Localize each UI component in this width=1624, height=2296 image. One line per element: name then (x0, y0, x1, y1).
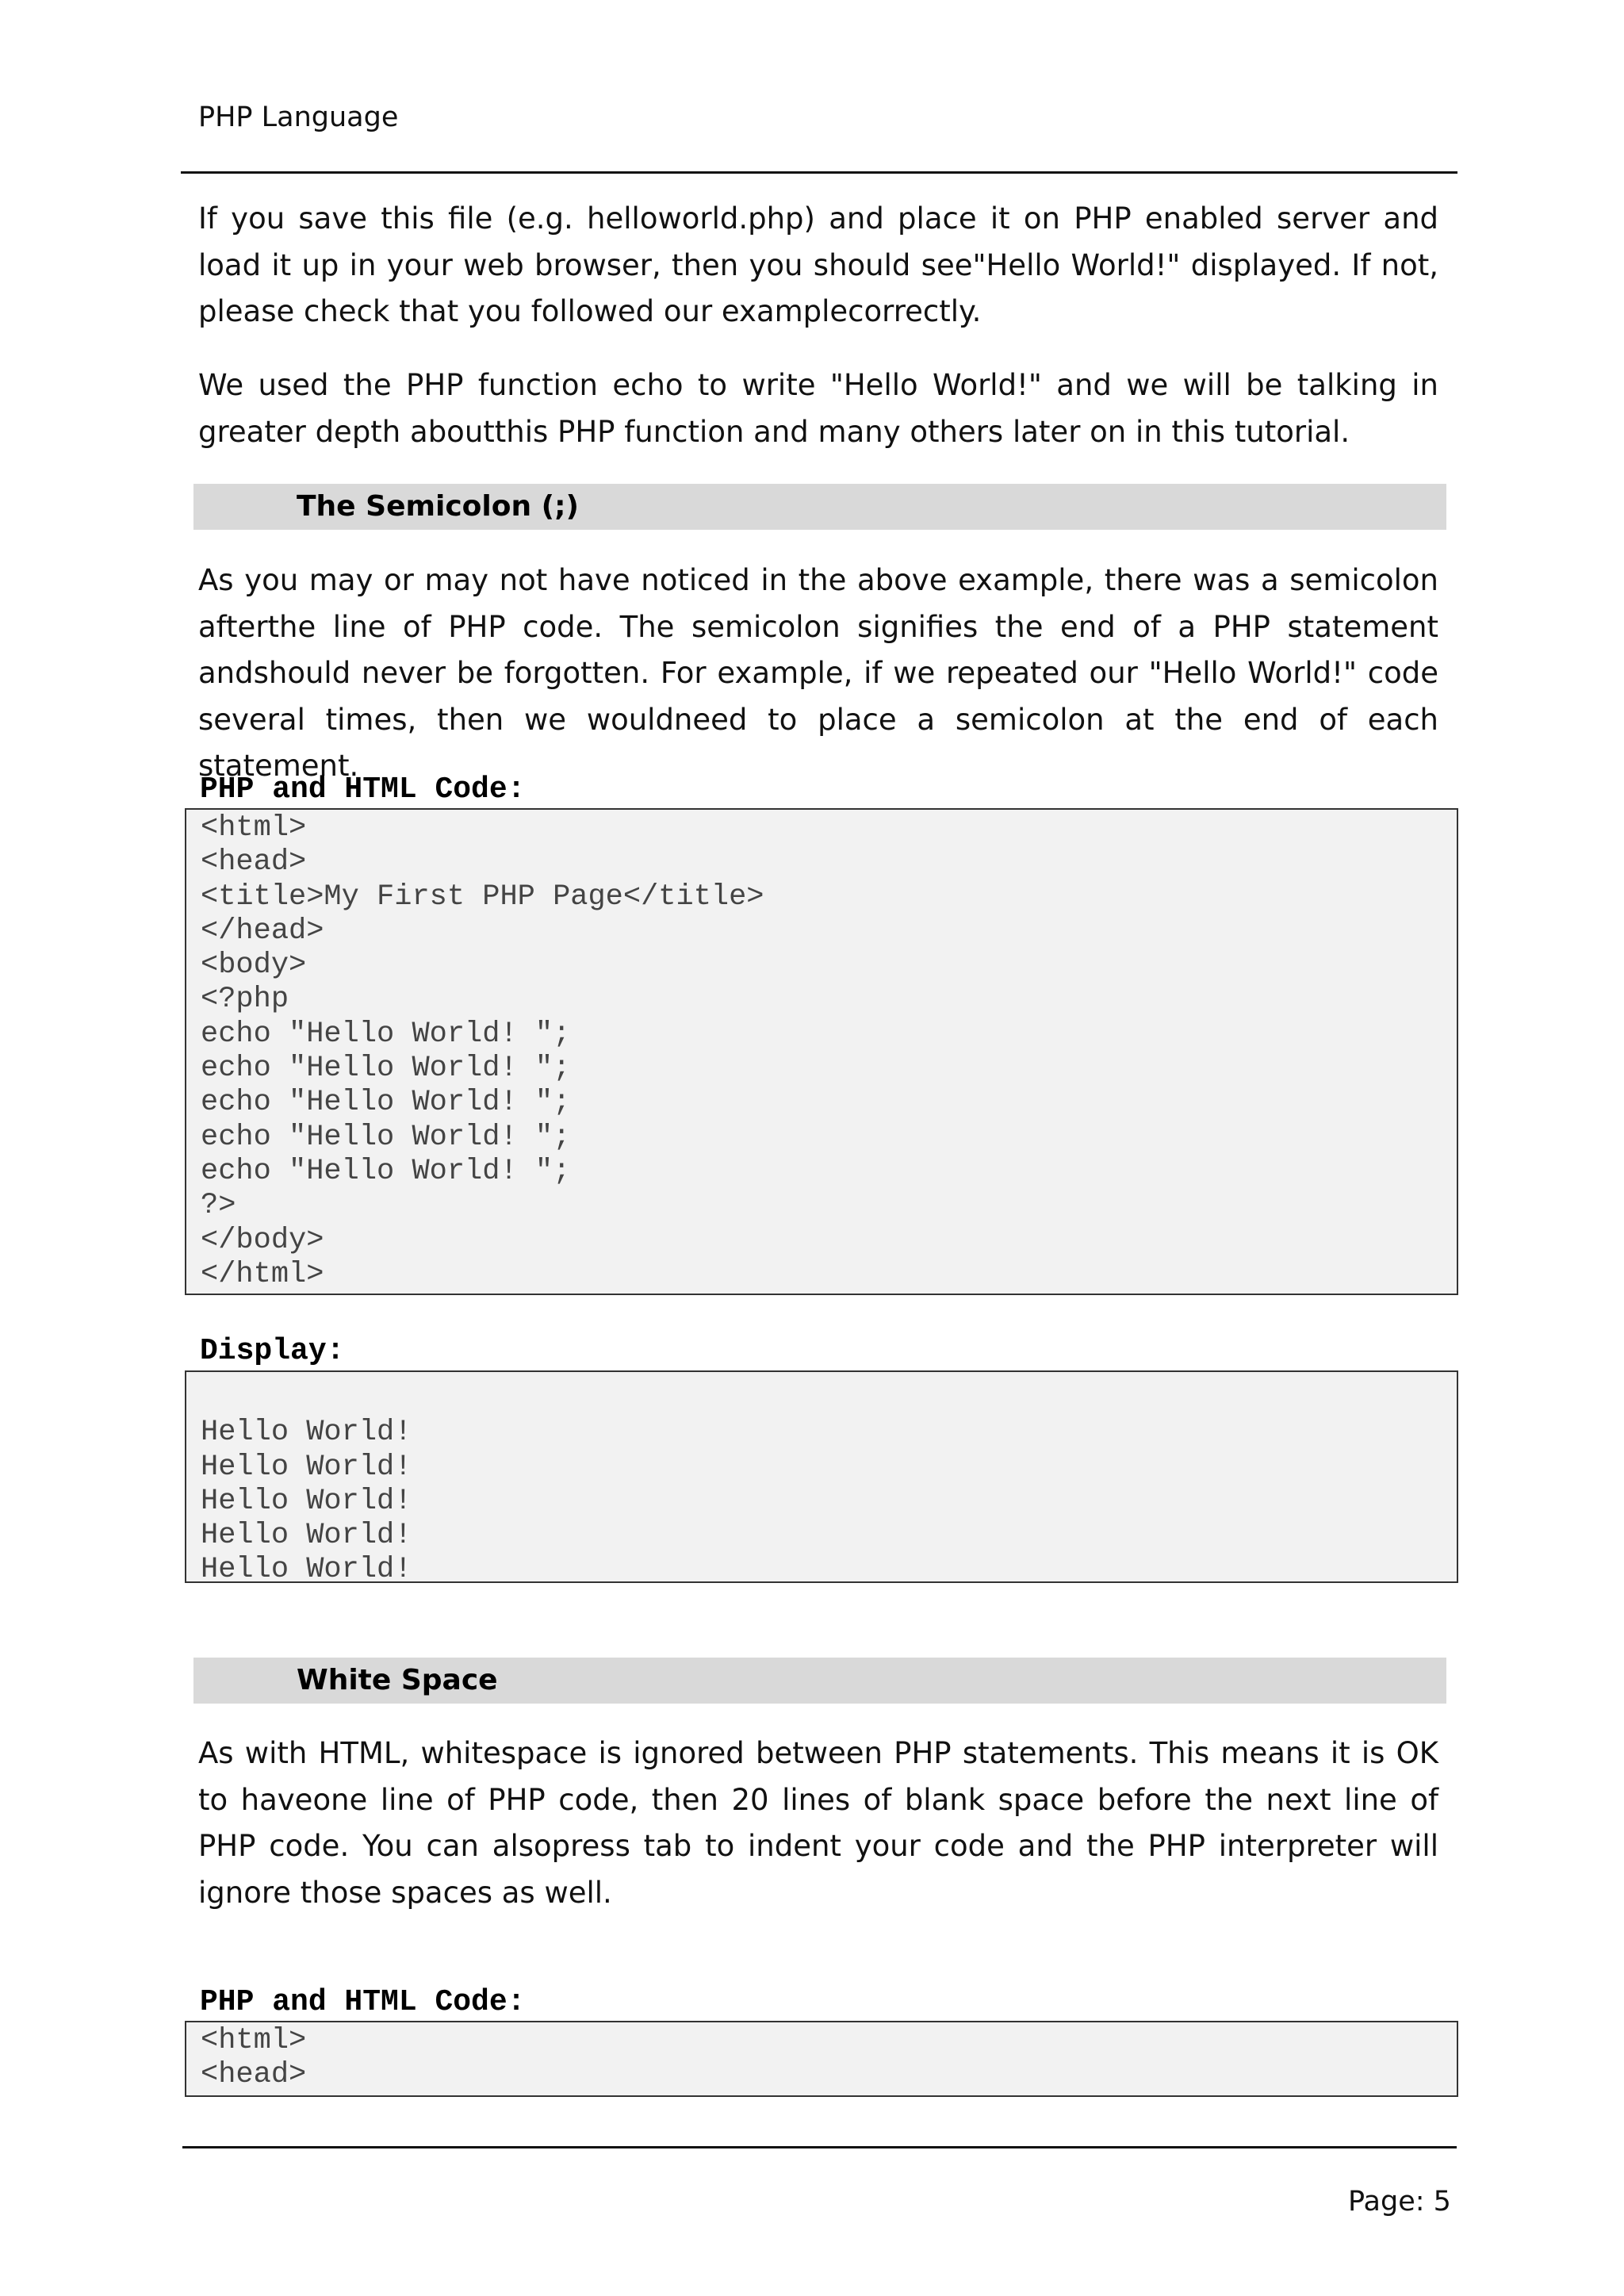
display-label: Display: (200, 1334, 345, 1368)
page-number: Page: 5 (1348, 2186, 1451, 2217)
code-label-php-html: PHP and HTML Code: (200, 772, 526, 807)
whitespace-paragraph: As with HTML, whitespace is ignored between PHP statements. This means it is OK to haveone line of PHP code, then 20 lines of blank space before the next line of PHP code. You can alsopress tab to indent your code and the PHP interpreter will ignore those spaces as well. (198, 1736, 1438, 1910)
output-line: Hello World! (201, 1484, 412, 1518)
code-line: echo "Hello World! "; (201, 1086, 571, 1120)
code-line: <title>My First PHP Page</title> (201, 880, 764, 914)
output-line: Hello World! (201, 1519, 412, 1553)
code-line: </body> (201, 1223, 324, 1257)
intro-paragraph-1: If you save this file (e.g. helloworld.php) and place it on PHP enabled server and load it up in your web browser, then you should see"Hello World!" displayed. If not, please check that you followed our examplecorrectly. (198, 201, 1438, 328)
semicolon-paragraph: As you may or may not have noticed in the above example, there was a semicolon afterthe line of PHP code. The semicolon signifies the end of a PHP statement andshould never be forgotten. For example, if we repeated our "Hello World!" code several times, then we wouldneed to place a semicolon at the end of each statement. (198, 563, 1438, 783)
code-line: <html> (201, 811, 307, 845)
running-header: PHP Language (198, 102, 399, 133)
code-line: echo "Hello World! "; (201, 1120, 571, 1154)
code-block-php-html-2 (185, 2021, 1458, 2097)
code-line: <head> (201, 2058, 307, 2092)
output-line: Hello World! (201, 1450, 412, 1484)
code-block-php-html (185, 808, 1458, 1295)
code-line: <body> (201, 949, 307, 983)
section-heading-semicolon (193, 484, 1446, 530)
code-line: ?> (201, 1189, 236, 1223)
code-line: echo "Hello World! "; (201, 1017, 571, 1051)
header-divider (181, 171, 1457, 174)
code-line: <head> (201, 845, 307, 880)
code-line: echo "Hello World! "; (201, 1052, 571, 1086)
section-title-whitespace: White Space (297, 1664, 498, 1696)
output-line: Hello World! (201, 1416, 412, 1450)
code-line: </html> (201, 1257, 324, 1291)
code-label-php-html-2: PHP and HTML Code: (200, 1985, 526, 2019)
code-line: <?php (201, 983, 289, 1017)
display-output-block (185, 1370, 1458, 1587)
intro-paragraph-2: We used the PHP function echo to write "Hello World!" and we will be talking in greater depth aboutthis PHP function and many others later on in this tutorial. (198, 368, 1438, 449)
footer-divider (182, 2146, 1457, 2148)
code-line: <html> (201, 2024, 307, 2057)
output-line: Hello World! (201, 1553, 412, 1587)
code-line: echo "Hello World! "; (201, 1154, 571, 1188)
output-line (201, 1382, 1457, 1416)
code-line: </head> (201, 914, 324, 948)
section-heading-whitespace (193, 1658, 1446, 1704)
section-title-semicolon: The Semicolon (;) (297, 490, 579, 523)
